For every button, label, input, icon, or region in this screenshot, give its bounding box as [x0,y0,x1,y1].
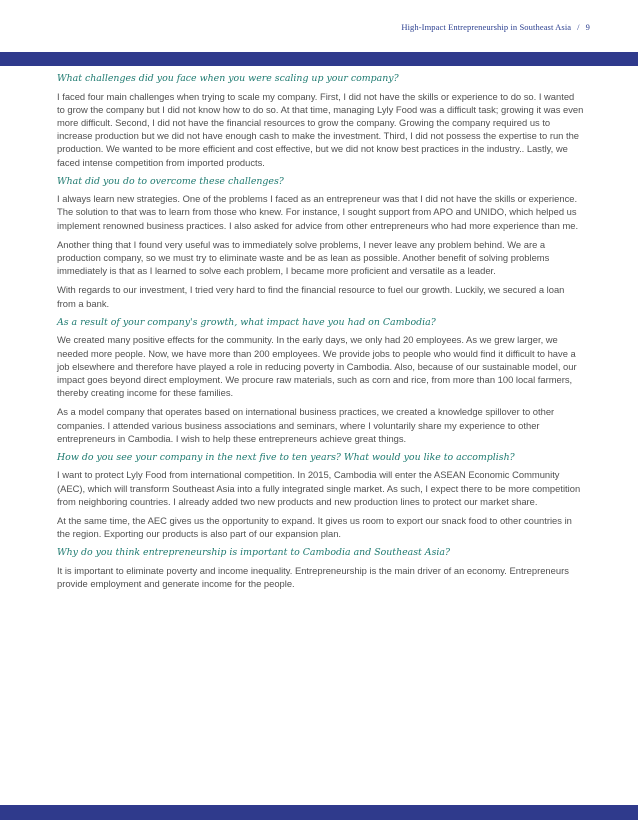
running-title: High-Impact Entrepreneurship in Southeast Asia [401,22,572,32]
answer-paragraph: I always learn new strategies. One of the problems I faced as an entrepreneur was that I did not have the skills or experience. The solution to that was to learn from those who knew. For instance, I sought support from APO and UNIDO, which helped us implement renowned business practices. I also asked for advice from other entrepreneurs who had more experience than me. [57,193,579,231]
answer-paragraph: As a model company that operates based on international business practices, we created a knowledge spillover to other companies. I attended various business associations and seminars, where I voluntarily share my experience to other entrepreneurs in Cambodia. I wish to help these entrepreneurs achieve great things. [57,406,555,444]
answer-paragraph: At the same time, the AEC gives us the opportunity to expand. It gives us room to export our snack food to other countries in the region. Exporting our products is also part of our expansion plan. [57,515,572,540]
answer-paragraph: With regards to our investment, I tried very hard to find the financial resource to fuel our growth. Luckily, we secured a loan from a bank. [57,284,565,309]
top-color-band [0,52,638,66]
qa-section [57,451,584,541]
answer-paragraph: It is important to eliminate poverty and income inequality. Entrepreneurship is the main driver of an economy. Entrepreneurs provide employment and generate income for the people. [57,564,569,590]
article-body [57,70,584,596]
question-heading: What challenges did you face when you were scaling up your company? [57,73,399,84]
qa-section [57,546,584,590]
answer-paragraph: I want to protect Lyly Food from international competition. In 2015, Cambodia will enter the ASEAN Economic Community (AEC), which will transform Southeast Asia into a fully integrated single market. As such, I expect there to be more competition from neighboring countries. I already added two new products and new production lines to protect our market share. [57,469,581,507]
bottom-color-band [0,805,638,820]
question-heading: What did you do to overcome these challenges? [57,175,284,187]
qa-section [57,175,584,310]
answer-paragraph: Another thing that I found very useful was to immediately solve problems, I never leave any problem behind. We are a production company, so we must try to eliminate waste and be as lean as possible. Another benefit of solving problems immediately is that as I learned to solve each problem, I became more proficient and versatile as a leader. [57,238,550,277]
question-heading: As a result of your company's growth, what impact have you had on Cambodia? [57,316,436,328]
answer-paragraph: I faced four main challenges when trying to scale my company. First, I did not have the skills or experience to do so. I wanted to grow the company but I did not know how to do so. At that time, managing Lyly Food was a difficult task; growing it was even more difficult. Second, I did not have the financial resources to grow the company. Growing the company required us to increase production but we did not have enough cash to make the investment. Third, I did not possess the expertise to run the production. We wanted to be more efficient and cost effective, but we did not know best practices in the industry.. Lastly, we faced intense competition from imported products. [57,90,584,168]
running-header [401,22,590,32]
answer-paragraph: We created many positive effects for the community. In the early days, we only had 20 employees. As we grew larger, we needed more people. Now, we have more than 200 employees. We provide jobs to people who would find it difficult to have a job elsewhere and therefore have played a role in reducing poverty in Cambodia. Also, because of our sustainable model, our impact goes beyond direct employment. We procure raw materials, such as corn and rice, from more than 100 local farmers, thereby creating income for these families. [57,334,577,399]
qa-section [57,72,584,169]
question-heading: Why do you think entrepreneurship is important to Cambodia and Southeast Asia? [57,547,450,559]
question-heading: How do you see your company in the next five to ten years? What would you like to accomplish? [57,451,515,463]
page-number: 9 [585,22,590,32]
header-separator: / [577,22,580,32]
qa-section [57,316,584,445]
